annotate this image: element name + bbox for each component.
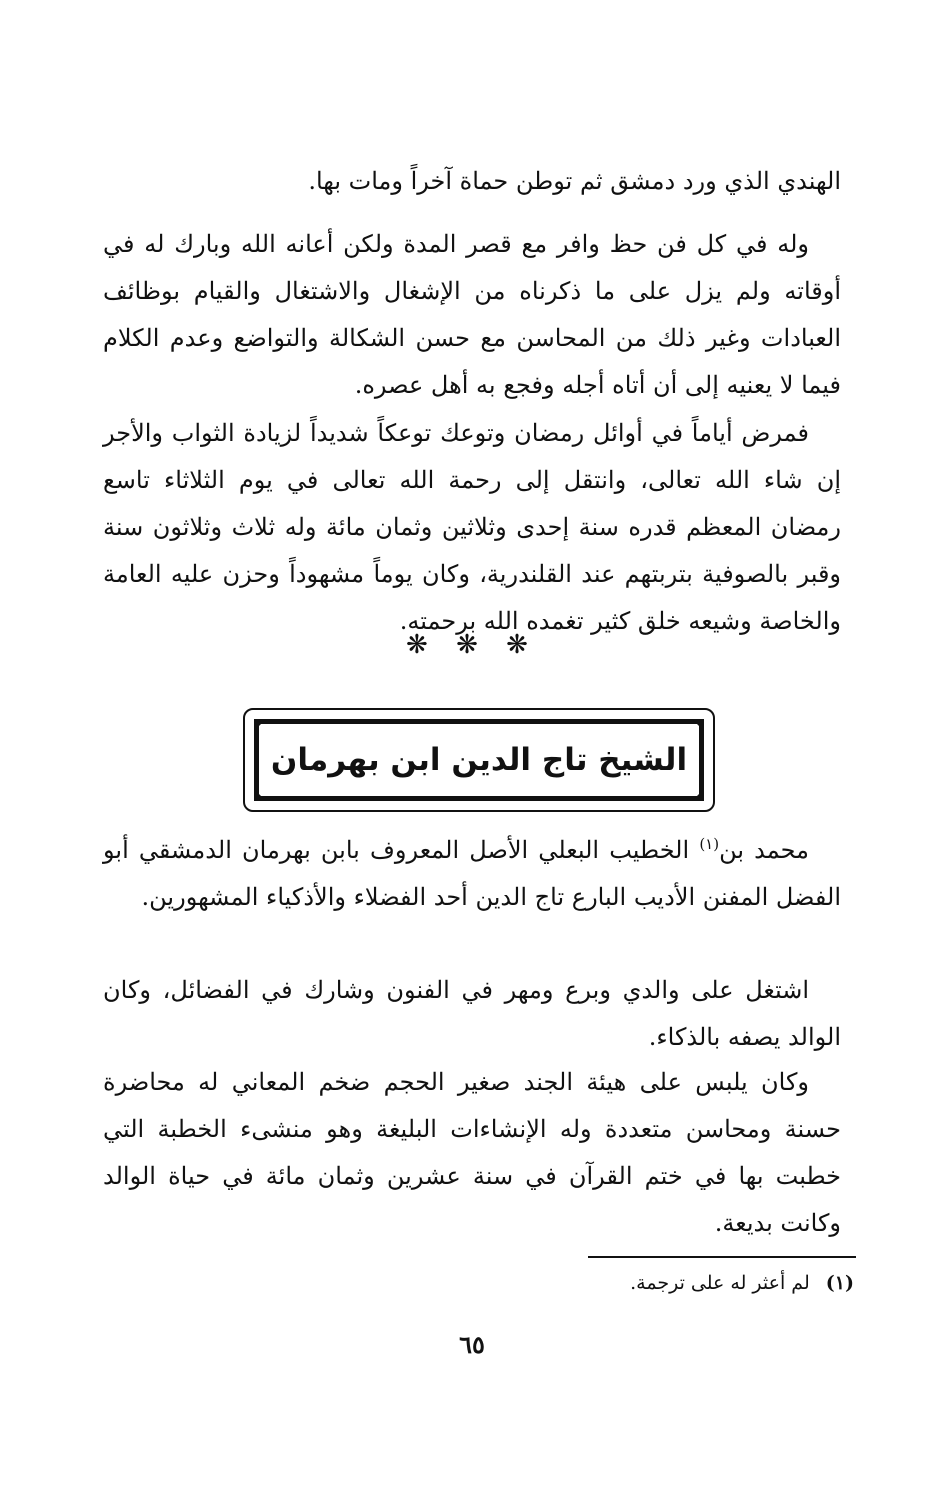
paragraph-description — [103, 1059, 841, 1247]
frame-corner-ornament — [692, 719, 704, 731]
paragraph-entry-intro — [103, 827, 841, 921]
footnote-separator — [588, 1256, 856, 1258]
paragraph-virtues — [103, 221, 841, 409]
section-title: الشيخ تاج الدين ابن بهرمان — [270, 742, 688, 778]
paragraph-text: فمرض أياماً في أوائل رمضان وتوعك توعكاً شديداً لزيادة الثواب والأجر إن شاء الله تعالى، وانتقل إلى رحمة الله تعالى في يوم الثلاثاء تاسع رمضان المعظم قدره سنة إحدى وثلاثين وثمان مائة وله ثلاث وثلاثون سنة وقبر بالصوفية بتربتهم عند القلندرية، وكان يوماً مشهوداً وحزن عليه العامة والخاصة وشيعه خلق كثير تغمده الله برحمته. — [103, 419, 842, 635]
paragraph-death — [103, 410, 841, 645]
paragraph-text: اشتغل على والدي وبرع ومهر في الفنون وشارك في الفضائل، وكان الوالد يصفه بالذكاء. — [103, 976, 841, 1051]
paragraph-text: وكان يلبس على هيئة الجند صغير الحجم ضخم المعاني له محاضرة حسنة ومحاسن متعددة وله الإنشاءات البليغة وهو منشىء الخطبة التي خطبت بها في ختم القرآن في سنة عشرين وثمان مائة في حياة الوالد وكانت بديعة. — [103, 1068, 841, 1237]
section-title-inner-border — [254, 719, 704, 801]
footnote-text: لم أعثر له على ترجمة. — [630, 1272, 810, 1294]
page-number: ٦٥ — [459, 1330, 485, 1359]
footnote-marker[interactable]: (١) — [699, 835, 720, 853]
frame-corner-ornament — [692, 789, 704, 801]
entry-lead: محمد بن — [719, 836, 809, 864]
entry-rest: الخطيب البعلي الأصل المعروف بابن بهرمان الدمشقي أبو الفضل المفنن الأديب البارع تاج الدين أحد الفضلاء والأذكياء المشهورين. — [103, 836, 841, 911]
paragraph-continuation — [103, 158, 841, 205]
frame-corner-ornament — [254, 789, 266, 801]
section-divider-ornament: ❋ ❋ ❋ — [406, 630, 538, 660]
paragraph-text: الهندي الذي ورد دمشق ثم توطن حماة آخراً ومات بها. — [308, 167, 841, 195]
paragraph-study — [103, 967, 841, 1061]
footnote — [630, 1268, 854, 1298]
footnote-number: (١) — [825, 1272, 854, 1294]
paragraph-text: وله في كل فن حظ وافر مع قصر المدة ولكن أعانه الله وبارك له في أوقاته ولم يزل على ما ذكرناه من الإشغال والاشتغال والقيام بوظائف العبادات وغير ذلك من المحاسن مع حسن الشكالة والتواضع وعدم الكلام فيما لا يعنيه إلى أن أتاه أجله وفجع به أهل عصره. — [103, 230, 841, 399]
section-title-frame — [243, 708, 715, 812]
frame-corner-ornament — [254, 719, 266, 731]
paragraph-text — [103, 827, 841, 921]
